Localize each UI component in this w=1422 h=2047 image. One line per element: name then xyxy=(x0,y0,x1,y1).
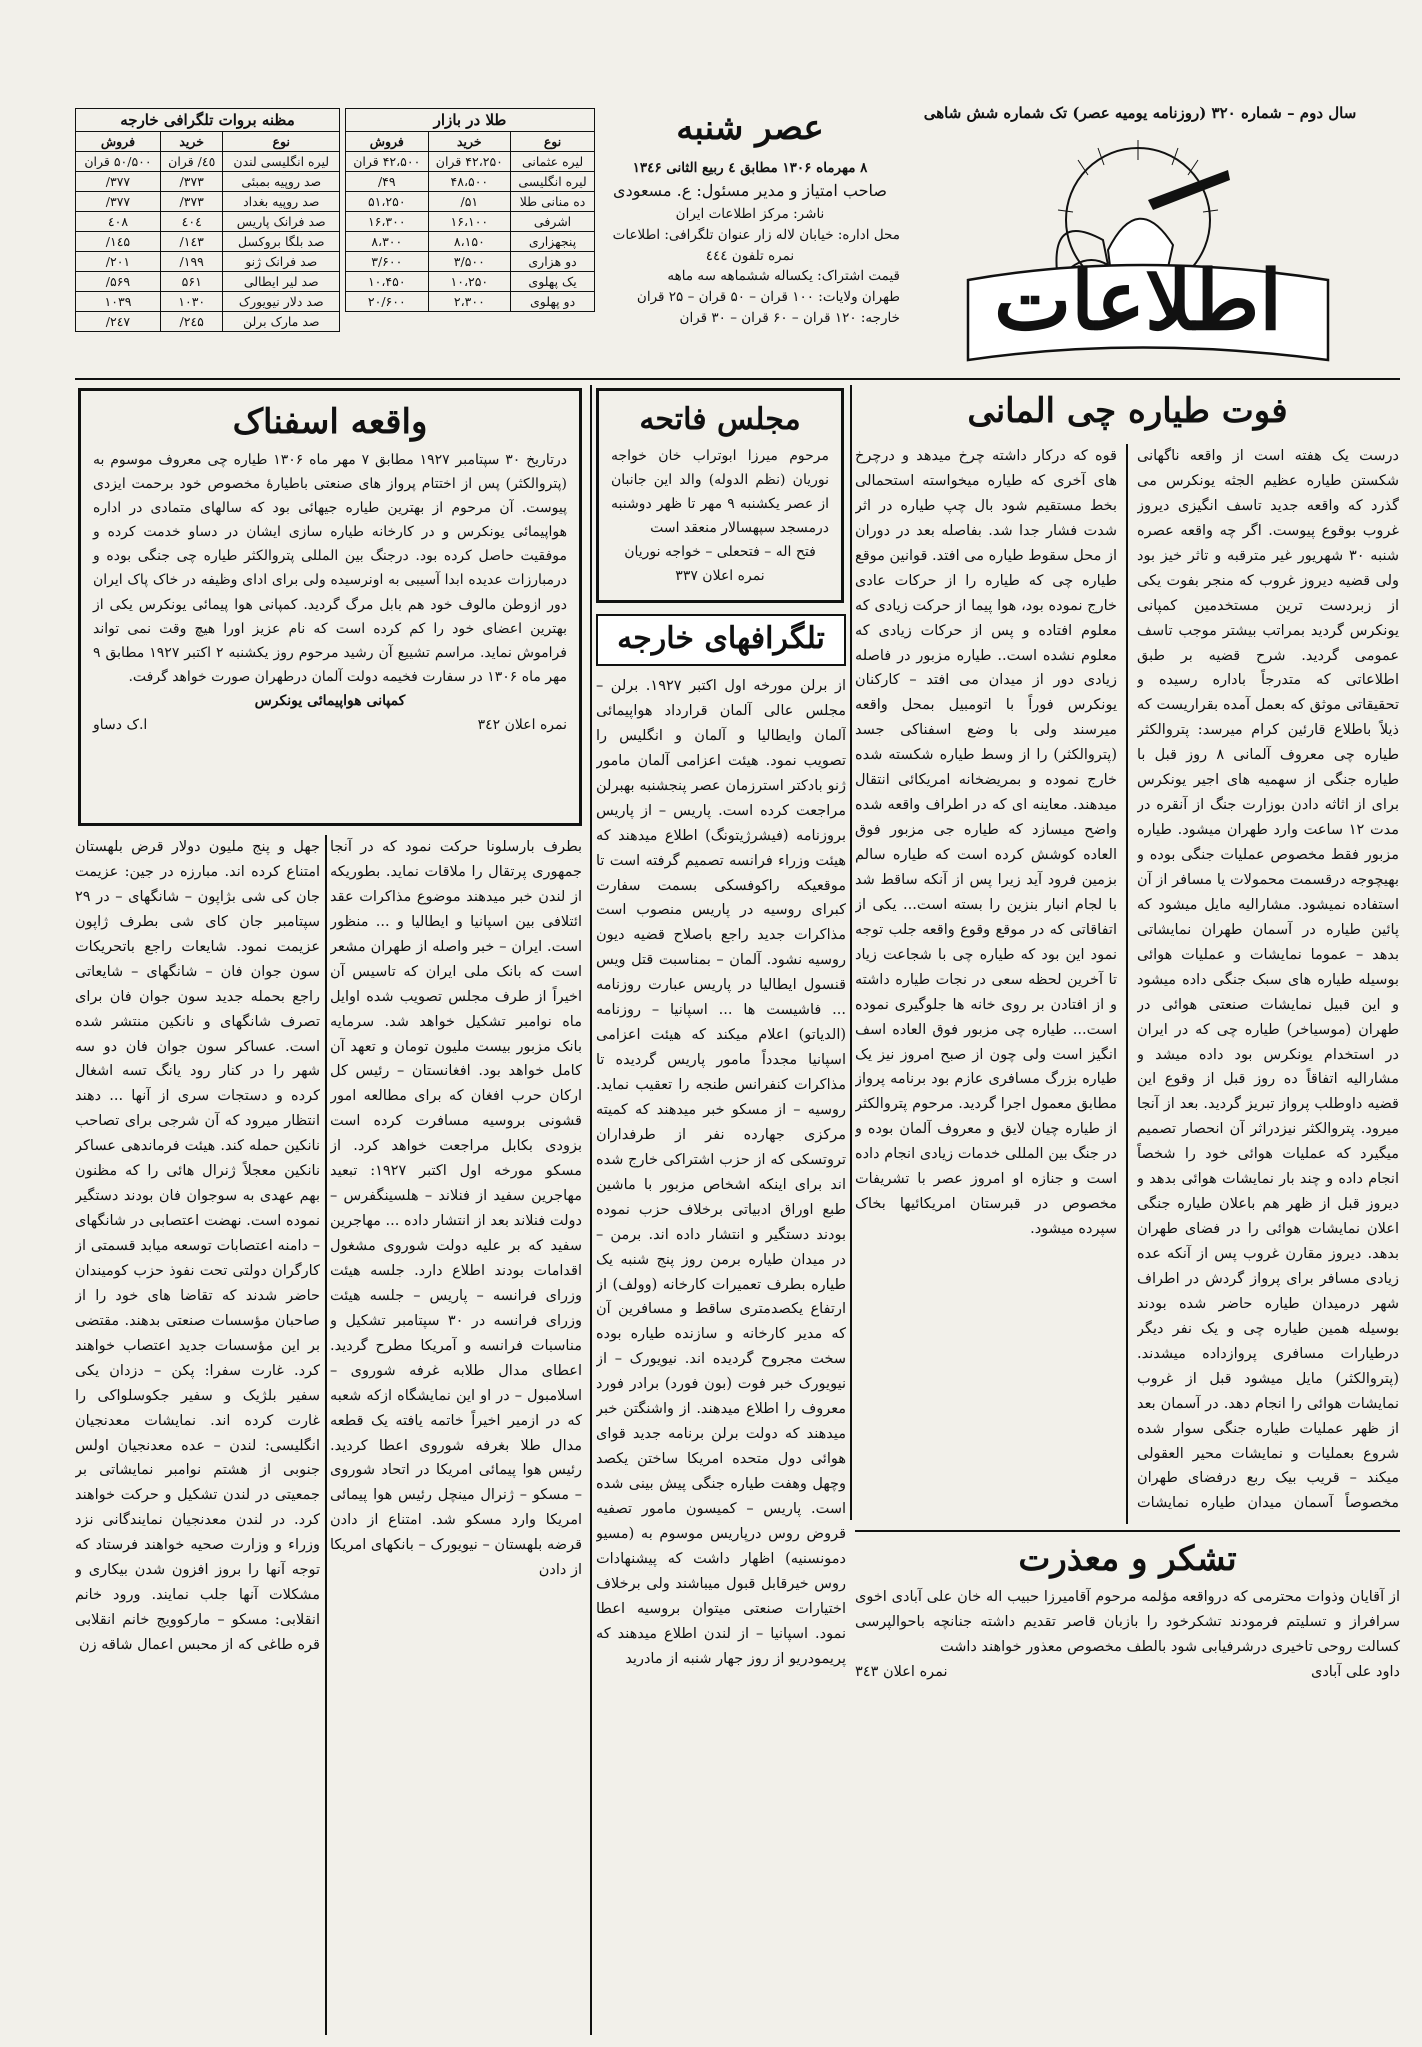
exchange-table-cell: ۱٤۵/ xyxy=(76,232,161,252)
exchange-table-cell: ٤٥/ قران xyxy=(160,152,223,172)
exchange-table-row xyxy=(76,172,340,192)
column-rule-1 xyxy=(325,835,327,2035)
exchange-table-row xyxy=(76,232,340,252)
exchange-table-cell: ۳۷۷/ xyxy=(76,172,161,192)
thanks-divider xyxy=(855,1530,1400,1532)
exchange-table-cell: ۱٤۳/ xyxy=(160,232,223,252)
thanks-footer xyxy=(855,1660,1400,1685)
thanks-signer: داود علی آبادی xyxy=(1311,1663,1400,1680)
exchange-table-cell: صد روپیه بمبئی xyxy=(223,172,340,192)
issue-line: سال دوم – شماره ۳۲۰ (روزنامه یومیه عصر) تک شماره شش شاهی xyxy=(923,104,1357,122)
exchange-table-row xyxy=(76,272,340,292)
gold-table-cell: لیره انگلیسی xyxy=(511,172,595,192)
exchange-rate-box xyxy=(75,108,340,370)
gold-table-header: فروش xyxy=(346,132,429,152)
exchange-table-cell: ۱۹۹/ xyxy=(160,252,223,272)
plane-crash-col1 xyxy=(1137,444,1399,1519)
exchange-table-cell: ۵۶۹/ xyxy=(76,272,161,292)
exchange-table-cell: ۲٤۵/ xyxy=(160,312,223,332)
gold-table-cell: ۱۶،۱۰۰ xyxy=(428,212,511,232)
plane-crash-text-b: دیروز مقارن غروب پس از آنکه عده زیادی مسافر برای پرواز گردش در اطراف شهر درمیدان طیاره حاضر شده بودند بوسیله همین طیاره چی و یک نفر دیگر درطیارات مسافری پروازداده میشدند. (پتروالکثر) مایل میشود قبل از غروب نمایشات هوائی را انجام دهد. در آسمان بعد از ظهر عملیات طیاره جنگی سوار شده شروع بعملیات و نمایشات محیر العقولی میکند – قریب بیک ربع درفضای طهران مخصوصاً آسمان میدان طیاره نمایشات xyxy=(1137,1246,1399,1512)
exchange-table-cell: ۳۷۳/ xyxy=(160,172,223,192)
fatiha-ad-number: نمره اعلان ۳۳۷ xyxy=(675,567,765,584)
gold-table-row xyxy=(346,272,595,292)
gold-table-row xyxy=(346,212,595,232)
gold-table-cell: یک پهلوی xyxy=(511,272,595,292)
gold-table-cell: لیره عثمانی xyxy=(511,152,595,172)
exchange-table-header: فروش xyxy=(76,132,161,152)
exchange-table-header: خرید xyxy=(160,132,223,152)
gold-table-cell: ۵۱،۲۵۰ xyxy=(346,192,429,212)
gold-price-table xyxy=(345,108,595,312)
exchange-table-cell: ۵۶۱ xyxy=(160,272,223,292)
gold-table-row xyxy=(346,232,595,252)
gold-table-cell: ۳/۶۰۰ xyxy=(346,252,429,272)
tragic-event-notice xyxy=(78,388,582,826)
gold-price-box xyxy=(345,108,595,370)
gold-table-header: خرید xyxy=(428,132,511,152)
exchange-table-cell: صد دلار نیویورک xyxy=(223,292,340,312)
telegrams-body: از برلن مورخه اول اکتبر ۱۹۲۷. برلن – مجلس عالی آلمان قرارداد هواپیمائی آلمان وایطالیا و آلمان و انگلیس را تصویب نمود. هیئت اعزامی آلمان مامور ژنو بادکتر استرزمان عصر پنجشنبه بهبرلن مراجعت کرده است. پاریس – از پاریس بروزنامه (فیشرژیتونگ) اطلاع میدهند که هیئت وزراء فرانسه تصمیم گرفته است تا موقعیکه راکوفسکی بسمت سفارت کبرای روسیه در پاریس منصوب است مذاکرات جدید راجع باصلاح قضیه دیون روسیه نشود. آلمان – بمناسبت قتل ویس قنسول ایطالیا در پاریس عبارت روزنامه ... فاشیست ها ... اسپانیا – روزنامه (الدیاتو) اعلام میکند که هیئت اعزامی اسپانیا مجدداً مامور پاریس گردیده تا مذاکرات کنفرانس طنجه را تعقیب نماید. روسیه – از مسکو خبر میدهند که کمیته مرکزی جهارده نفر از طرفداران تروتسکی که از حزب اشتراکی خارج شده اند برای اینکه اشخاص مزبور با ماشین طبع اوراق ادبیاتی برخلاف حزب نموده بودند دستگیر و انتشار داده اند. برمن – در میدان طیاره برمن روز پنج شنبه یک طیاره بطرف تعمیرات کارخانه (وولف) از ارتفاع یکصدمتری ساقط و مسافرین آن که مدیر کارخانه و سازنده طیاره بوده سخت مجروح گردیده اند. نیویورک – از نیویورک خبر فوت (بون فورد) برادر فورد معروف را اطلاع میدهند. از واشنگتن خبر میدهند که دولت برلن برنامه جدید قوای هوائی دول متحده امریکا ساختن یکصد وچهل وهفت طیاره جنگی پیش بینی شده است. پاریس – کمیسون مامور تصفیه قروض روس درپاریس موسوم به (مسیو دمونسنیه) اظهار داشت که پیشنهادات روس خیرقابل قبول میباشند ولی برخلاف اختیارات صنعتی میتوان بروسیه اعطا نمود. اسپانیا – از لندن اطلاع میدهند که پریمودریو از روز جهار شنبه از مادرید xyxy=(596,678,846,1667)
tragic-event-body: درتاریخ ۳۰ سپتامبر ۱۹۲۷ مطابق ۷ مهر ماه ۱۳۰۶ طیاره چی معروف موسوم به (پتروالکثر) پس از اختتام پرواز های صنعتی باطیارهٔ مخصوص خود برحمت ایزدی پیوست. آن مرحوم از بهترین طیاره جیهائی بود که سالهای متمادی در اداره هواپیمائی یونکرس و در کارخانه طیاره سازی ایشان در دساو خدمت کرده و موفقیت حاصل کرده بود. درجنگ بین المللی پتروالکثر طیاره چی جنگی بوده و درمبارزات عدیده ابدا آسیبی به اونرسیده ولی برای ادای وظیفه در خاک پاک ایران دور ازوطن مالوف خود هم بابل مرگ گردید. کمپانی هوا پیمائی یونکرس یکی از بهترین اعضای خود را کم کرده است که نام عزیز اورا هیچ وقت نمی تواند فراموش نماید. مراسم تشییع آن رشید مرحوم روز یکشنبه ۲ اکتبر ۱۹۲۷ مطابق ۹ مهر ماه ۱۳۰۶ در سفارت فخیمه دولت آلمان درطهران صورت خواهد گرفت. xyxy=(93,452,567,685)
gold-table-cell: پنجهزاری xyxy=(511,232,595,252)
exchange-table-cell: صد فرانک پاریس xyxy=(223,212,340,232)
tragic-event-signer: کمپانی هواپیمائی یونکرس xyxy=(254,692,406,709)
exchange-table-cell: صد لیر ایطالی xyxy=(223,272,340,292)
exchange-table-cell: ٤۰۸ xyxy=(76,212,161,232)
gold-table-cell: دو هزاری xyxy=(511,252,595,272)
exchange-table-row xyxy=(76,292,340,312)
exchange-table-cell: ۵۰/۵۰۰ قران xyxy=(76,152,161,172)
thanks-notice xyxy=(855,1536,1400,2036)
gold-table-cell: ۵۱/ xyxy=(428,192,511,212)
exchange-table-cell: ۲۰۱/ xyxy=(76,252,161,272)
gold-table-cell: ۸،۳۰۰ xyxy=(346,232,429,252)
thanks-headline: تشکر و معذرت xyxy=(1018,1539,1237,1579)
edition-day: عصر شنبه xyxy=(676,108,824,148)
exchange-table-row xyxy=(76,192,340,212)
gold-table-cell: دو پهلوی xyxy=(511,292,595,312)
gold-table-cell: ۲۰/۶۰۰ xyxy=(346,292,429,312)
gold-table-cell: ۳/۵۰۰ xyxy=(428,252,511,272)
exchange-table-cell: ۲٤۷/ xyxy=(76,312,161,332)
gold-table-title: طلا در بازار xyxy=(345,108,595,131)
exchange-table-cell: صد بلگا بروکسل xyxy=(223,232,340,252)
thanks-body: از آقایان وذوات محترمی که درواقعه مؤلمه مرحوم آقامیرزا حبیب اله خان علی آبادی اخوی سرافراز و تسلیتم فرمودند تشکرخود را بازبان قاصر تقدیم داشته جنانچه باحوالپرسی کسالت روحی تاخیری درشرفیابی شود بالطف مخصوص معذور خواهند داشت xyxy=(855,1589,1400,1655)
header-divider xyxy=(75,378,1400,380)
gold-table-cell: اشرفی xyxy=(511,212,595,232)
exchange-table-cell: صد مارک برلن xyxy=(223,312,340,332)
news-column-left: جهل و پنج ملیون دولار قرض بلهستان امتناع کرده اند. مبارزه در جین: عزیمت جان کی شی بژاپون – شانگهای – در ۲۹ سپتامبر جان کای شی بطرف ژاپون عزیمت نمود. شایعات راجع باتحریکات سون جوان فان – شانگهای – شایعاتی راجع بحمله جدید سون جوان فان برای تصرف شانگهای و نانکین منتشر شده است. عساکر سون جوان فان دو سه شهر را در کنار رود یانگ تسه اشغال کرده و دستجات سری از آنها ... دهند انتظار میرود که آن شرجی برای تصاحب نانکین حمله کند. هیئت فرماندهی عساکر نانکین معجلاً ژنرال هائی را که مظنون بهم عهدی به سوجوان فان بودند دستگیر نموده است. نهضت اعتصابی در شانگهای – دامنه اعتصابات توسعه میابد قسمتی از کارگران دولتی تحت نفوذ حزب کومیندان حاضر شدند که تقاضا های خود را از صاحبان مؤسسات صنعتی بدهند. مقتضی بر این مؤسسات جدید اعتصاب خواهند کرد. غارت سفرا: پکن – دزدان یکی سفیر بلژیک و سفیر جکوسلواکی را غارت کرده اند. نمایشات معدنجیان انگلیسی: لندن – عده معدنجیان اولس جنوبی از هشتم نوامبر نمایشاتی بر جمعیتی در لندن تشکیل و حرکت خواهند کرد. در لندن معدنجیان نمایندگانی نزد وزراء و وزارت صحیه خواهند فرستاد که توجه آنها را بروز افزون شدن بیکاری و مشکلات آنها جلب نمایند. ورود خانم انقلابی: مسکو – مارکوویج خانم انقلابی قره طاغی که از محبس اعمال شاقه زن xyxy=(75,839,320,1653)
exchange-table-row xyxy=(76,152,340,172)
publication-info xyxy=(600,158,900,388)
exchange-table-cell: صد روپیه بغداد xyxy=(223,192,340,212)
subscription-abroad: خارجه: ۱۲۰ قران – ۶۰ قران – ۳۰ قران xyxy=(679,310,900,327)
column-rule-2 xyxy=(590,385,592,2035)
telegrams-headline: تلگرافهای خارجه xyxy=(617,621,825,656)
gold-table-row xyxy=(346,252,595,272)
gold-table-cell: ۱۶،۳۰۰ xyxy=(346,212,429,232)
phone-line: نمره تلفون ٤٤٤ xyxy=(705,247,795,264)
subscription-tehran: طهران ولایات: ۱۰۰ قران – ۵۰ قران – ۲۵ قران xyxy=(636,289,900,306)
plane-column-rule xyxy=(1126,444,1128,1524)
owner-line: صاحب امتیاز و مدیر مسئول: ع. مسعودی xyxy=(613,180,887,200)
gold-table-row xyxy=(346,152,595,172)
plane-crash-text-a: درست یک هفته است از واقعه ناگهانی شکستن طیاره عظیم الجثه یونکرس می گذرد که واقعه جدید تاسف انگیزی دیروز غروب بوقوع پیوست. اگر چه واقعه عصره شنبه ۳۰ شهریور غیر مترقبه و تاثر خیز بود ولی قضیه دیروز غروب که منجر بفوت یکی از زبردست ترین مستخدمین کمپانی یونکرس گردید بمراتب بیشتر موجب تاسف عمومی گردید. شرح قضیه بر طبق اطلاعاتی که متدرجاً باداره رسیده و تحقیقاتی موثق که بعمل آمده بقراریست که ذیلاً باطلاع قارئین کرام میرسد: پتروالکثر طیاره چی معروف آلمانی ۸ روز قبل با طیاره جنگی از سهمیه های اجیر یونکرس برای از اثاثه دادن بوزارت جنگ از آنقره در مدت ۱۲ ساعت وارد طهران میشود. طیاره مزبور فقط مخصوص عملیات جنگی بوده و بهیچوجه درقسمت محمولات یا مسافر از آن استفاده نمیشود. مشارالیه مایل میشود که پائین طیاره در آسمان طهران نمایشاتی بدهد – عموما نمایشات و عملیات هوائی بوسیله طیاره های سبک جنگی داده میشود و این قبیل نمایشات صنعتی هوائی در طهران (موسیاخر) طیاره چی که در ایران در استخدام یونکرس بود داده میشد و مشارالیه اتفاقاً ده روز قبل از وقوع این قضیه داوطلب پرواز تبریز گردید. بعد از آنجا میرود. پتروالکثر نیزدراثر آن انحصار تصمیم میگیرد که عملیات هوائی خود را شخصاً انجام داده و چند بار نمایشات هوائی بدهد و دیروز قبل از ظهر هم باعلان طیاره جنگی اعلان نمایشات هوائی را در فضای طهران بدهد. xyxy=(1137,448,1399,1262)
gold-table-header: نوع xyxy=(511,132,595,152)
plane-crash-col2: قوه که درکار داشته چرخ میدهد و درچرخ های آخری که طیاره میخواسته استحمالی بخط مستقیم شود بال چپ طیاره در اثر شدت فشار جدا شد. بفاصله بعد در دوران از محل سقوط طیاره می افتد. قوانین موقع طیاره چی که طیاره را از حرکات عادی خارج نموده بود، هوا پیما از حرکت زیادی که معلوم افتاده و پس از حرکات زیادی که معلوم نشده است.. طیاره مزبور در فاصله زیادی دور از میدان می افتد – کارکنان یونکرس فوراً با اتومبیل بمحل واقعه میرسند ولی با وضع اسفناکی جسد (پتروالکثر) را از وسط طیاره شکسته شده خارج نموده و بمریضخانه امریکائی انتقال میدهند. معاینه ای که در اطراف واقعه شده واضح میسازد که طیاره جی مزبور فوق العاده کوشش کرده است که طیاره سالم بزمین فرود آید زیرا پس از آنکه ساقط شد با لجام انبار بنزین را بسته است... یکی از اتفاقاتی که در موقع وقوع واقعه جلب توجه نمود این بود که طیاره چی با شجاعت زیاد تا آخرین لحظه سعی در نجات طیاره داشته و از افتادن بر روی خانه ها جلوگیری نموده است... طیاره چی مزبور فوق العاده اسف انگیز است ولی چون از صبح امروز نیز یک طیاره بزرگ مسافری عازم بود برنامه پرواز مطابق معمول اجرا گردید. مرحوم پتروالکثر از طیاره چیان لایق و معروف آلمان بوده و در جنگ بین المللی خدمات زیادی انجام داده است و جنازه او امروز عصر با تشریفات مخصوص در قبرستان امریکائیها بخاک سپرده میشود. xyxy=(855,448,1117,1238)
exchange-table-row xyxy=(76,212,340,232)
tragic-event-headline: واقعه اسفناک xyxy=(232,402,428,442)
exchange-table-cell: ۳۷۳/ xyxy=(160,192,223,212)
exchange-rate-table xyxy=(75,108,340,332)
exchange-table-cell: صد فرانک ژنو xyxy=(223,252,340,272)
gold-table-cell: ۲،۳۰۰ xyxy=(428,292,511,312)
tragic-event-footer xyxy=(93,713,567,737)
gold-table-cell: ۴۲،۲۵۰ قران xyxy=(428,152,511,172)
foreign-telegrams xyxy=(596,614,846,2034)
news-column-middle: بطرف بارسلونا حرکت نمود که در آنجا جمهوری پرتقال را ملاقات نماید. بطوریکه از لندن خبر میدهند موضوع مذاکرات عقد ائتلافی بین اسپانیا و ایطالیا و ... منظور است. ایران – خبر واصله از طهران مشعر است که بانک ملی ایران که تاسیس آن اخیراً از طرف مجلس تصویب شده اوایل ماه نوامبر تشکیل خواهد شد. سرمایه بانک مزبور بیست ملیون تومان و تعهد آن کامل خواهد بود. افغانستان – رئیس کل ارکان حرب افغان که برای مطالعه امور قشونی بروسیه مسافرت کرده است بزودی بکابل مراجعت خواهد کرد. از مسکو مورخه اول اکتبر ۱۹۲۷: تبعید مهاجرین سفید از فنلاند – هلسینگفرس – دولت فنلاند بعد از انتشار داده ... مهاجرین سفید که بر علیه دولت شوروی مشغول اقدامات بودند اطلاع دارد. جلسه هیئت وزرای فرانسه – پاریس – جلسه هیئت وزرای فرانسه در ۳۰ سپتامبر تشکیل و مناسبات فرانسه و آمریکا مطرح گردید. اعطای مدال طلابه غرفه شوروی – اسلامبول – در او این نمایشگاه ازکه شعبه که در ازمیر اخیراً خاتمه یافته یک قطعه مدال طلا بغرفه شوروی اعطا کردید. رئیس هوا پیمائی امریکا در اتحاد شوروی – مسکو – ژنرال مینچل رئیس هوا پیمائی امریکا وارد مسکو شد. امتناع از دادن قرضه بلهستان – نیویورک – بانکهای امریکا از دادن xyxy=(330,839,582,1579)
fatiha-headline: مجلس فاتحه xyxy=(639,402,801,437)
fatiha-signers: فتح اله – فتحعلی – خواجه نوریان xyxy=(624,543,816,560)
office-line: محل اداره: خیابان لاله زار عنوان تلگرافی: اطلاعات xyxy=(612,226,900,243)
exchange-table-cell: ۱۰۳۹ xyxy=(76,292,161,312)
date-line: ۸ مهرماه ۱۳۰۶ مطابق ٤ ربیع الثانی ۱۳٤۶ xyxy=(632,160,868,176)
gold-table-cell: ۴۸،۵۰۰ xyxy=(428,172,511,192)
plane-crash-headline: فوت طیاره چی المانی xyxy=(967,391,1288,431)
fatiha-notice xyxy=(596,388,844,603)
exchange-table-cell: ۱۰۳۰ xyxy=(160,292,223,312)
exchange-table-title: مظنه بروات تلگرافی خارجه xyxy=(75,108,340,131)
gold-table-cell: ۱۰،۲۵۰ xyxy=(428,272,511,292)
telegrams-headline-box xyxy=(596,614,846,666)
gold-table-cell: ده منانی طلا xyxy=(511,192,595,212)
gold-table-cell: ۱۰،۴۵۰ xyxy=(346,272,429,292)
gold-table-cell: ۸،۱۵۰ xyxy=(428,232,511,252)
masthead xyxy=(908,130,1368,380)
exchange-table-cell: ٤۰٤ xyxy=(160,212,223,232)
fatiha-body: مرحوم میرزا ابوتراب خان خواجه نوریان (نظم الدوله) والد این جانبان از عصر یکشنبه ۹ مهر تا ظهر دوشنبه درمسجد سپهسالار منعقد است xyxy=(611,447,829,536)
exchange-table-row xyxy=(76,312,340,332)
exchange-table-cell: ۳۷۷/ xyxy=(76,192,161,212)
gold-table-cell: ۴۹/ xyxy=(346,172,429,192)
tragic-event-ad-number: نمره اعلان ۳٤۲ xyxy=(477,716,567,733)
subscription-title: قیمت اشتراک: یکساله ششماهه سه ماهه xyxy=(667,268,900,285)
exchange-table-row xyxy=(76,252,340,272)
gold-table-row xyxy=(346,192,595,212)
newspaper-title: اطلاعات xyxy=(993,260,1283,349)
gold-table-row xyxy=(346,172,595,192)
exchange-table-header: نوع xyxy=(223,132,340,152)
gold-table-cell: ۴۲،۵۰۰ قران xyxy=(346,152,429,172)
tragic-event-sign: ا.ک دساو xyxy=(93,716,148,733)
gold-table-row xyxy=(346,292,595,312)
exchange-table-cell: لیره انگلیسی لندن xyxy=(223,152,340,172)
publisher-line: ناشر: مرکز اطلاعات ایران xyxy=(675,205,825,222)
thanks-ad-number: نمره اعلان ۳٤۳ xyxy=(855,1663,948,1680)
column-rule-3 xyxy=(850,385,852,1520)
